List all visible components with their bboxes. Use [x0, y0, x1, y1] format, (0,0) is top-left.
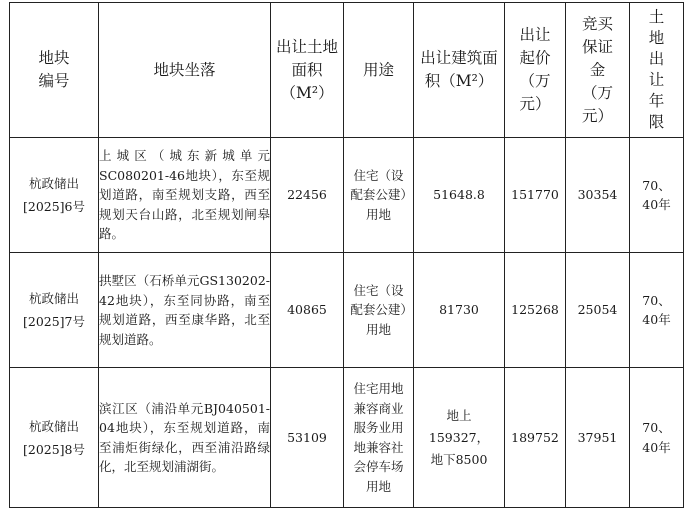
table-header-row — [10, 3, 684, 138]
cell-land-area: 53109 — [271, 368, 344, 508]
cell-location: 上城区（城东新城单元SC080201-46地块），东至规划道路，南至规划支路，西至规划天台山路，北至规划闸皋路。 — [99, 138, 271, 253]
cell-location: 拱墅区（石桥单元GS130202-42地块），东至同协路，南至规划道路，西至康华路，北至规划道路。 — [99, 253, 271, 368]
cell-deposit: 25054 — [566, 253, 630, 368]
cell-term: 70、40年 — [630, 368, 684, 508]
cell-start-price: 189752 — [505, 368, 566, 508]
cell-term: 70、40年 — [630, 138, 684, 253]
table-row — [10, 368, 684, 508]
cell-building-area: 51648.8 — [414, 138, 505, 253]
header-building-area: 出让建筑面积（M²） — [414, 3, 505, 138]
cell-land-area: 22456 — [271, 138, 344, 253]
cell-deposit: 37951 — [566, 368, 630, 508]
table-row — [10, 138, 684, 253]
cell-land-area: 40865 — [271, 253, 344, 368]
header-start-price: 出让起价（万元） — [505, 3, 566, 138]
cell-usage: 住宅（设配套公建）用地 — [344, 253, 414, 368]
cell-plot-id: 杭政储出[2025]7号 — [10, 253, 99, 368]
header-plot-id: 地块编号 — [10, 3, 99, 138]
header-usage: 用途 — [344, 3, 414, 138]
header-location: 地块坐落 — [99, 3, 271, 138]
cell-building-area: 地上159327，地下8500 — [414, 368, 505, 508]
cell-plot-id: 杭政储出[2025]8号 — [10, 368, 99, 508]
cell-start-price: 151770 — [505, 138, 566, 253]
cell-usage: 住宅（设配套公建）用地 — [344, 138, 414, 253]
cell-building-area: 81730 — [414, 253, 505, 368]
header-term: 土地出让年限 — [630, 3, 684, 138]
cell-term: 70、40年 — [630, 253, 684, 368]
header-land-area: 出让土地面积（M²） — [271, 3, 344, 138]
cell-deposit: 30354 — [566, 138, 630, 253]
land-auction-table — [9, 2, 684, 508]
header-deposit: 竞买保证金（万元） — [566, 3, 630, 138]
cell-usage: 住宅用地兼容商业服务业用地兼容社会停车场用地 — [344, 368, 414, 508]
cell-start-price: 125268 — [505, 253, 566, 368]
cell-location: 滨江区（浦沿单元BJ040501-04地块），东至规划道路，南至浦炬街绿化，西至浦沿路绿化，北至规划浦湖街。 — [99, 368, 271, 508]
cell-plot-id: 杭政储出[2025]6号 — [10, 138, 99, 253]
table-row — [10, 253, 684, 368]
